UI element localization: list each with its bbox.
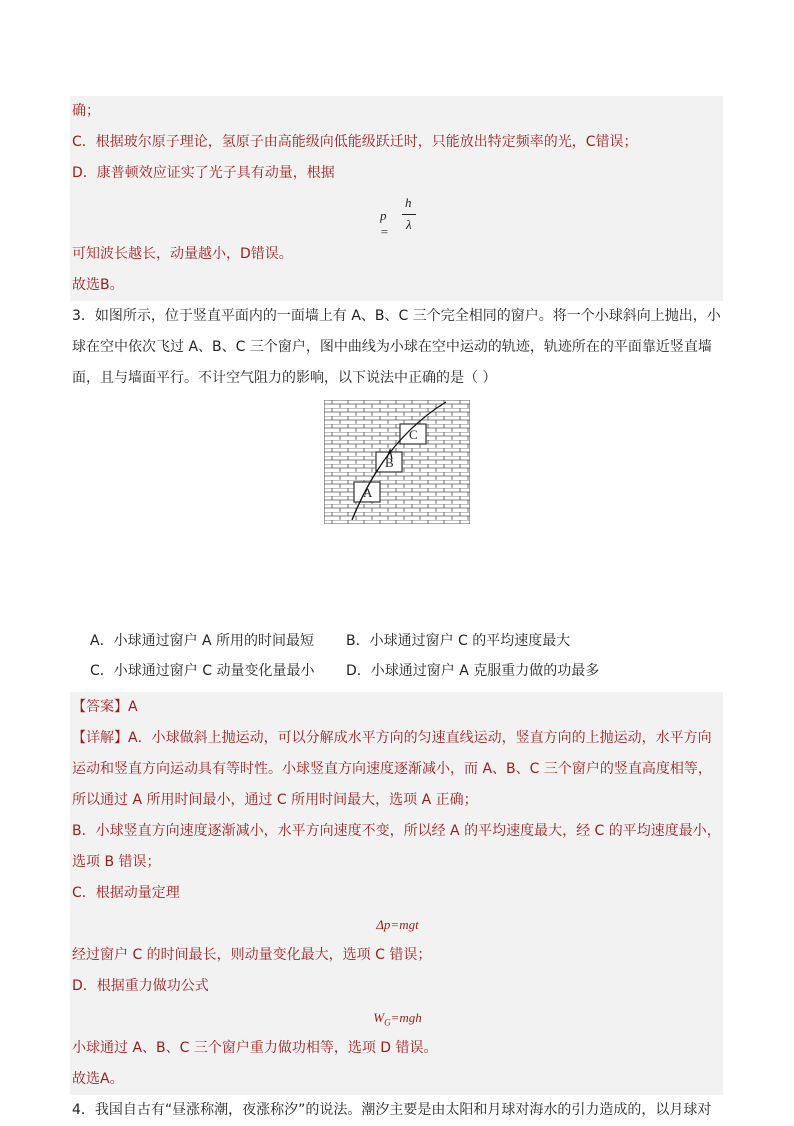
question-3-options [70, 630, 723, 692]
answer-line: 【答案】A [72, 699, 138, 715]
text-line: D．康普顿效应证实了光子具有动量，根据 [72, 165, 335, 181]
text-line: 小球通过 A、B、C 三个窗户重力做功相等，选项 D 错误。 [72, 1040, 438, 1056]
text-line: D．根据重力做功公式 [72, 978, 209, 994]
question-3-solution-block [70, 692, 723, 1095]
question-3-stem: 面，且与墙面平行。不计空气阻力的影响，以下说法中正确的是（ ） [72, 370, 497, 386]
wall-window-figure [70, 394, 723, 630]
text-line: 确； [72, 103, 100, 119]
formula-numerator: h [405, 195, 412, 210]
momentum-formula [70, 189, 723, 239]
question-3-stem: 3．如图所示，位于竖直平面内的一面墙上有 A、B、C 三个完全相同的窗户。将一个小球斜向上抛出，小 [72, 308, 721, 324]
text-line: C．根据动量定理 [72, 885, 180, 901]
text-line: C．根据玻尔原子理论，氢原子由高能级向低能级跃迁时，只能放出特定频率的光，C错误； [72, 134, 638, 150]
text-line: 可知波长越长，动量越小，D错误。 [72, 246, 293, 262]
question-3-stem: 球在空中依次飞过 A、B、C 三个窗户，图中曲线为小球在空中运动的轨迹，轨迹所在的平面靠近竖直墙 [72, 339, 712, 355]
momentum-theorem-formula: Δp=mgt [376, 917, 419, 932]
text-line: 运动和竖直方向运动具有等时性。小球竖直方向速度逐渐减小，而 A、B、C 三个窗户的竖直高度相等， [72, 761, 712, 777]
window-a-label: A [363, 485, 373, 500]
fraction-bar [402, 214, 416, 215]
option-d: D．小球通过窗户 A 克服重力做的功最多 [346, 663, 600, 679]
text-line: 故选A。 [72, 1071, 124, 1087]
window-c-label: C [409, 427, 418, 442]
text-line: 故选B。 [72, 277, 124, 293]
option-b: B．小球通过窗户 C 的平均速度最大 [346, 633, 571, 649]
formula-lhs: p = [380, 208, 389, 239]
brick-wall-diagram [324, 400, 470, 524]
text-line: 选项 B 错误； [72, 854, 161, 870]
text-line: B．小球竖直方向速度逐渐减小，水平方向速度不变，所以经 A 的平均速度最大，经 C 的平均速度最小， [72, 823, 721, 839]
window-b-label: B [385, 455, 394, 470]
text-line: 经过窗户 C 的时间最长，则动量变化最大，选项 C 错误； [72, 947, 432, 963]
question-4-stem: 4．我国自古有“昼涨称潮，夜涨称汐”的说法。潮汐主要是由太阳和月球对海水的引力造成的，以月球对 [72, 1102, 712, 1118]
gravity-work-formula: $W_G=mgh$ [373, 1010, 422, 1028]
previous-solution-block [70, 96, 723, 301]
text-line: 【详解】A．小球做斜上抛运动，可以分解成水平方向的匀速直线运动，竖直方向的上抛运动，水平方向 [72, 730, 712, 746]
document-page [70, 96, 723, 1126]
option-a: A．小球通过窗户 A 所用的时间最短 [90, 633, 315, 649]
formula-denominator: λ [406, 217, 412, 232]
option-c: C．小球通过窗户 C 动量变化量最小 [90, 663, 315, 679]
text-line: 所以通过 A 所用时间最小，通过 C 所用时间最大，选项 A 正确； [72, 792, 478, 808]
